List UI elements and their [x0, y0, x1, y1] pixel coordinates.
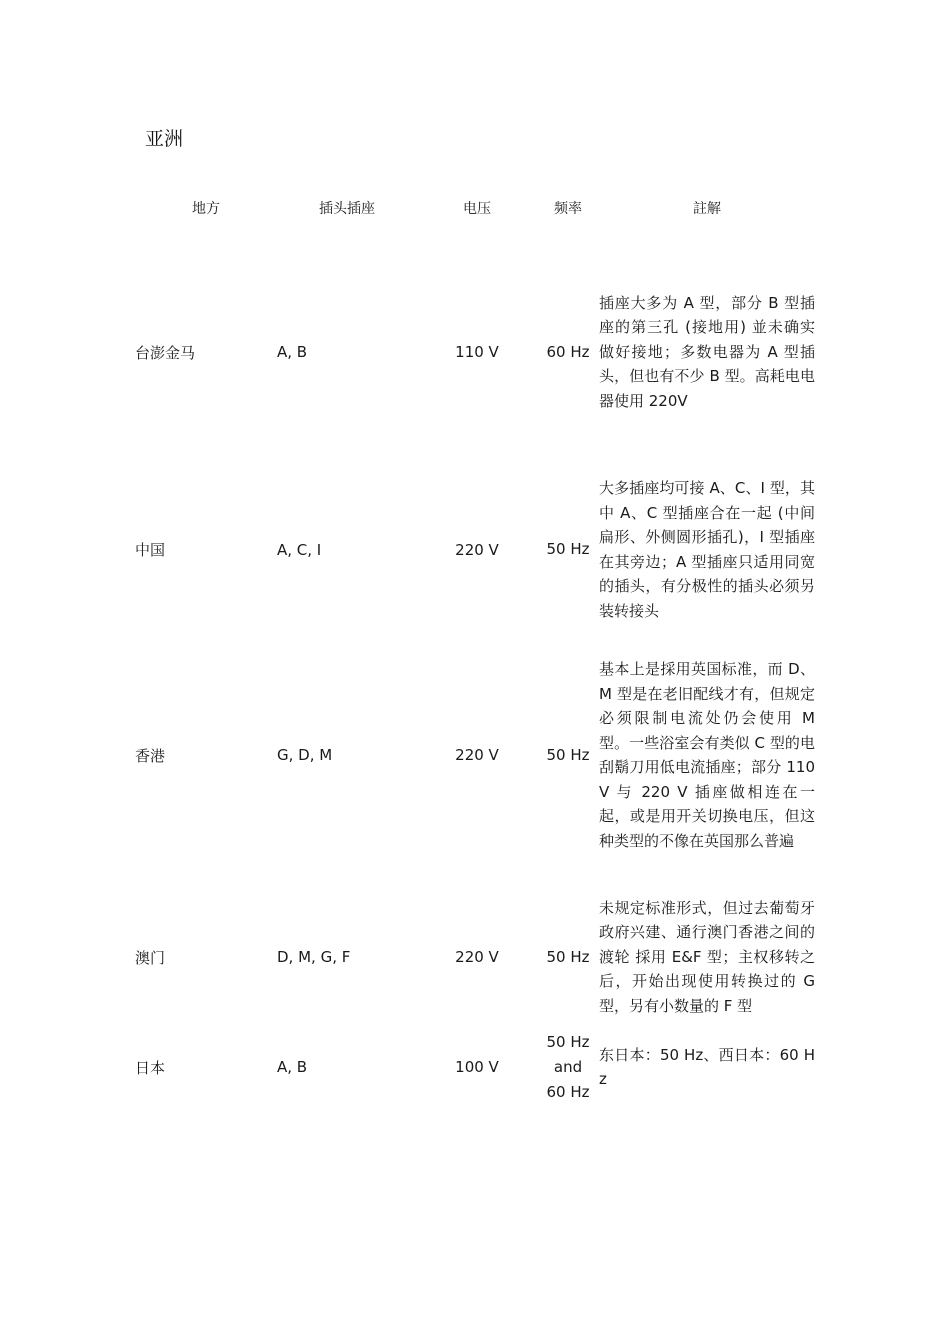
cell-place: 澳门: [135, 948, 166, 967]
cell-place: 香港: [135, 746, 166, 765]
cell-frequency: 50 Hz: [546, 540, 590, 558]
cell-frequency: 60 Hz: [546, 342, 590, 361]
cell-note: 插座大多为 A 型，部分 B 型插座的第三孔 (接地用) 並未确实做好接地；多数电器为 A 型插头，但也有不少 B 型。高耗电电器使用 220V: [599, 293, 815, 410]
cell-voltage: 110 V: [455, 343, 499, 361]
cell-frequency: 50 Hz: [546, 745, 590, 764]
header-frequency: 频率: [554, 201, 582, 217]
cell-note: 东日本：50 Hz、西日本：60 Hz: [599, 1045, 815, 1088]
cell-plug: G, D, M: [277, 746, 333, 764]
table-header: [135, 188, 815, 228]
frequency-line: and: [553, 1057, 583, 1076]
table-row: [135, 887, 815, 1027]
table-row: [135, 623, 815, 887]
cell-voltage: 100 V: [455, 1058, 499, 1076]
cell-place: 日本: [135, 1058, 166, 1077]
cell-frequency: 50 Hz: [546, 947, 590, 966]
cell-frequency: [537, 1027, 599, 1107]
cell-note: 基本上是採用英国标准，而 D、M 型是在老旧配线才有，但规定必须限制电流处仍会使用 M 型。一些浴室会有类似 C 型的电刮鬍刀用低电流插座；部分 110 V 与 220 V 插座做相连在一起，或是用开关切换电压，但这种类型的不像在英国那么普遍: [599, 660, 815, 850]
cell-plug: A, C, I: [277, 540, 322, 559]
cell-voltage: 220 V: [455, 948, 499, 966]
cell-note: 未规定标准形式，但过去葡萄牙政府兴建、通行澳门香港之间的渡轮 採用 E&F 型；主权移转之后，开始出现使用转换过的 G 型，另有小数量的 F 型: [599, 898, 815, 1015]
frequency-line: 50 Hz: [546, 1032, 590, 1051]
plug-standards-table: [135, 188, 815, 1107]
table-row: [135, 1027, 815, 1107]
cell-plug: A, B: [277, 1058, 308, 1076]
header-plug: 插头插座: [319, 201, 375, 217]
cell-place: 台澎金马: [135, 343, 196, 362]
header-place: 地方: [192, 201, 220, 217]
cell-voltage: 220 V: [455, 746, 499, 764]
table-row: [135, 228, 815, 476]
table-row: [135, 476, 815, 623]
frequency-line: 60 Hz: [546, 1082, 590, 1101]
header-voltage: 电压: [463, 201, 491, 217]
cell-note: 大多插座均可接 A、C、I 型，其中 A、C 型插座合在一起 (中间扁形、外侧圆形插孔)，I 型插座在其旁边；A 型插座只适用同宽的插头，有分极性的插头必须另装转接头: [599, 479, 815, 620]
cell-plug: A, B: [277, 343, 308, 361]
cell-place: 中国: [135, 541, 166, 559]
cell-plug: D, M, G, F: [277, 948, 351, 966]
header-notes: 註解: [693, 201, 721, 217]
page-title: 亚洲: [145, 128, 184, 150]
cell-voltage: 220 V: [455, 540, 499, 559]
